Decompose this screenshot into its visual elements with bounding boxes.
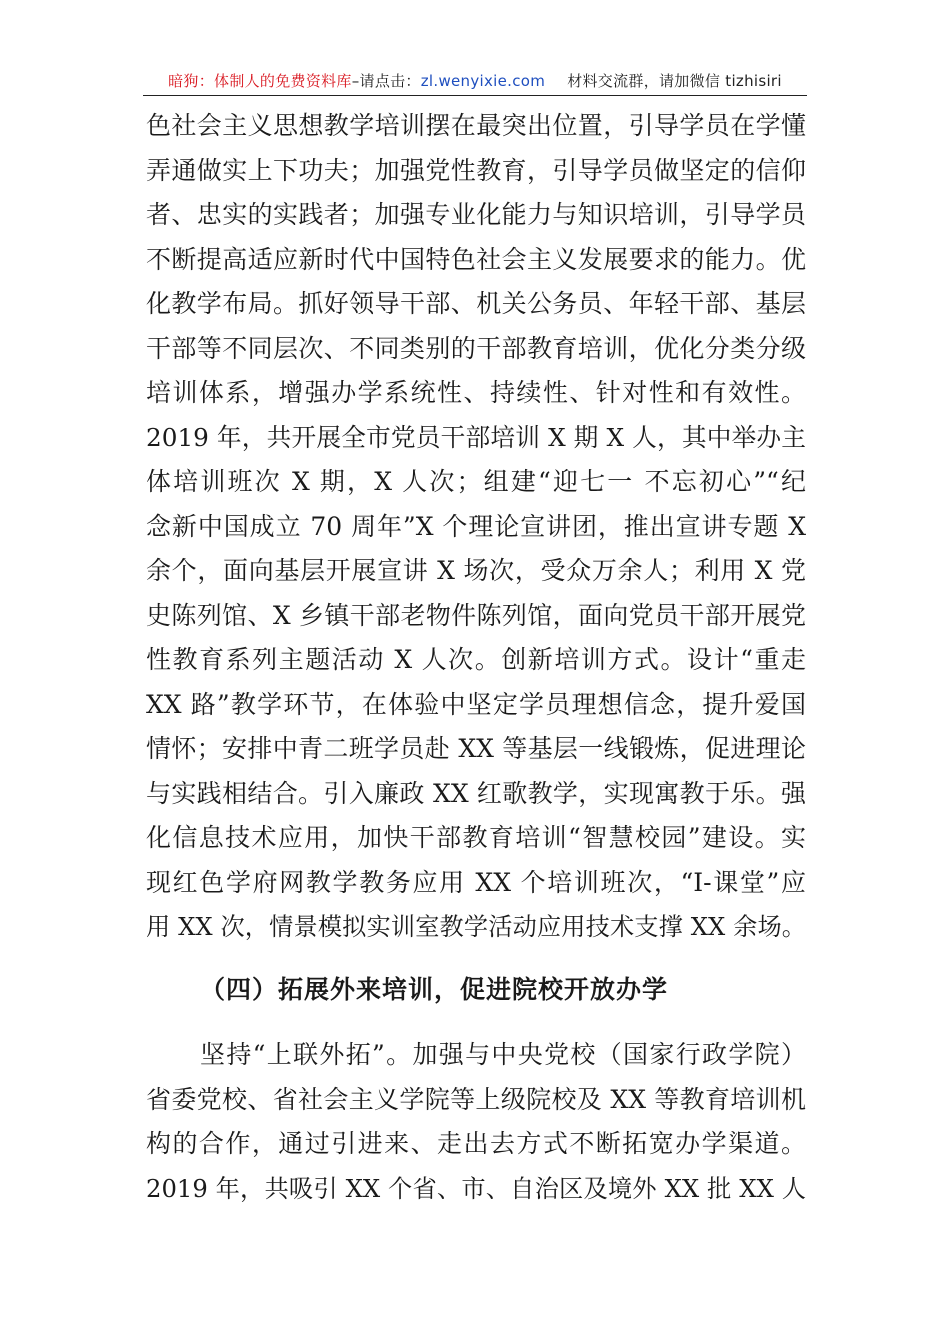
header-url-link[interactable]: zl.wenyixie.com [420, 72, 546, 90]
text-line: 坚持“上联外拓”。加强与中央党校（国家行政学院） [200, 1040, 806, 1069]
text-line: 情怀；安排中青二班学员赴 XX 等基层一线锻炼，促进理论 [146, 734, 806, 763]
text-line: 性教育系列主题活动 X 人次。创新培训方式。设计“重走 [146, 645, 806, 674]
text-line: 色社会主义思想教学培训摆在最突出位置，引导学员在学懂 [146, 111, 806, 140]
text-line: 构的合作，通过引进来、走出去方式不断拓宽办学渠道。 [146, 1129, 806, 1158]
text-line: 念新中国成立 70 周年”X 个理论宣讲团，推出宣讲专题 X [146, 511, 806, 541]
section-heading: （四）拓展外来培训，促进院校开放办学 [200, 975, 669, 1004]
text-line: 余个，面向基层开展宣讲 X 场次，受众万余人；利用 X 党 [146, 556, 806, 585]
header-brand[interactable]: 暗狗：体制人的免费资料库 [168, 72, 352, 90]
paragraph-body-1 [146, 104, 806, 950]
header-separator: –请点击： [351, 72, 421, 90]
text-line: 不断提高适应新时代中国特色社会主义发展要求的能力。优 [146, 244, 806, 274]
text-line: 弄通做实上下功夫；加强党性教育，引导学员做坚定的信仰 [146, 155, 806, 185]
text-line: 体培训班次 X 期，X 人次；组建“迎七一 不忘初心”“纪 [146, 467, 806, 496]
text-line: 省委党校、省社会主义学院等上级院校及 XX 等教育培训机 [146, 1084, 806, 1114]
header-divider [143, 95, 807, 96]
text-line: 干部等不同层次、不同类别的干部教育培训，优化分类分级 [146, 333, 806, 363]
text-line: 2019 年，共吸引 XX 个省、市、自治区及境外 XX 批 XX 人 [146, 1173, 806, 1203]
text-line: 2019 年，共开展全市党员干部培训 X 期 X 人，其中举办主 [146, 422, 806, 452]
text-line: 史陈列馆、X 乡镇干部老物件陈列馆，面向党员干部开展党 [146, 600, 806, 630]
text-line: 与实践相结合。引入廉政 XX 红歌教学，实现寓教于乐。强 [146, 778, 806, 808]
text-line: 化信息技术应用，加快干部教育培训“智慧校园”建设。实 [146, 823, 806, 852]
text-line: 者、忠实的实践者；加强专业化能力与知识培训，引导学员 [146, 200, 806, 229]
paragraph-body-2 [146, 1033, 806, 1211]
text-line: 现红色学府网教学教务应用 XX 个培训班次，“I-课堂”应 [146, 867, 806, 897]
text-line: XX 路”教学环节，在体验中坚定学员理想信念，提升爱国 [146, 689, 806, 719]
text-line: 培训体系，增强办学系统性、持续性、针对性和有效性。 [146, 378, 806, 407]
text-line: 用 XX 次，情景模拟实训室教学活动应用技术支撑 XX 余场。 [146, 913, 806, 941]
page-header [0, 70, 950, 91]
header-wechat-note: 材料交流群，请加微信 tizhisiri [567, 72, 782, 90]
text-line: 化教学布局。抓好领导干部、机关公务员、年轻干部、基层 [146, 289, 806, 318]
